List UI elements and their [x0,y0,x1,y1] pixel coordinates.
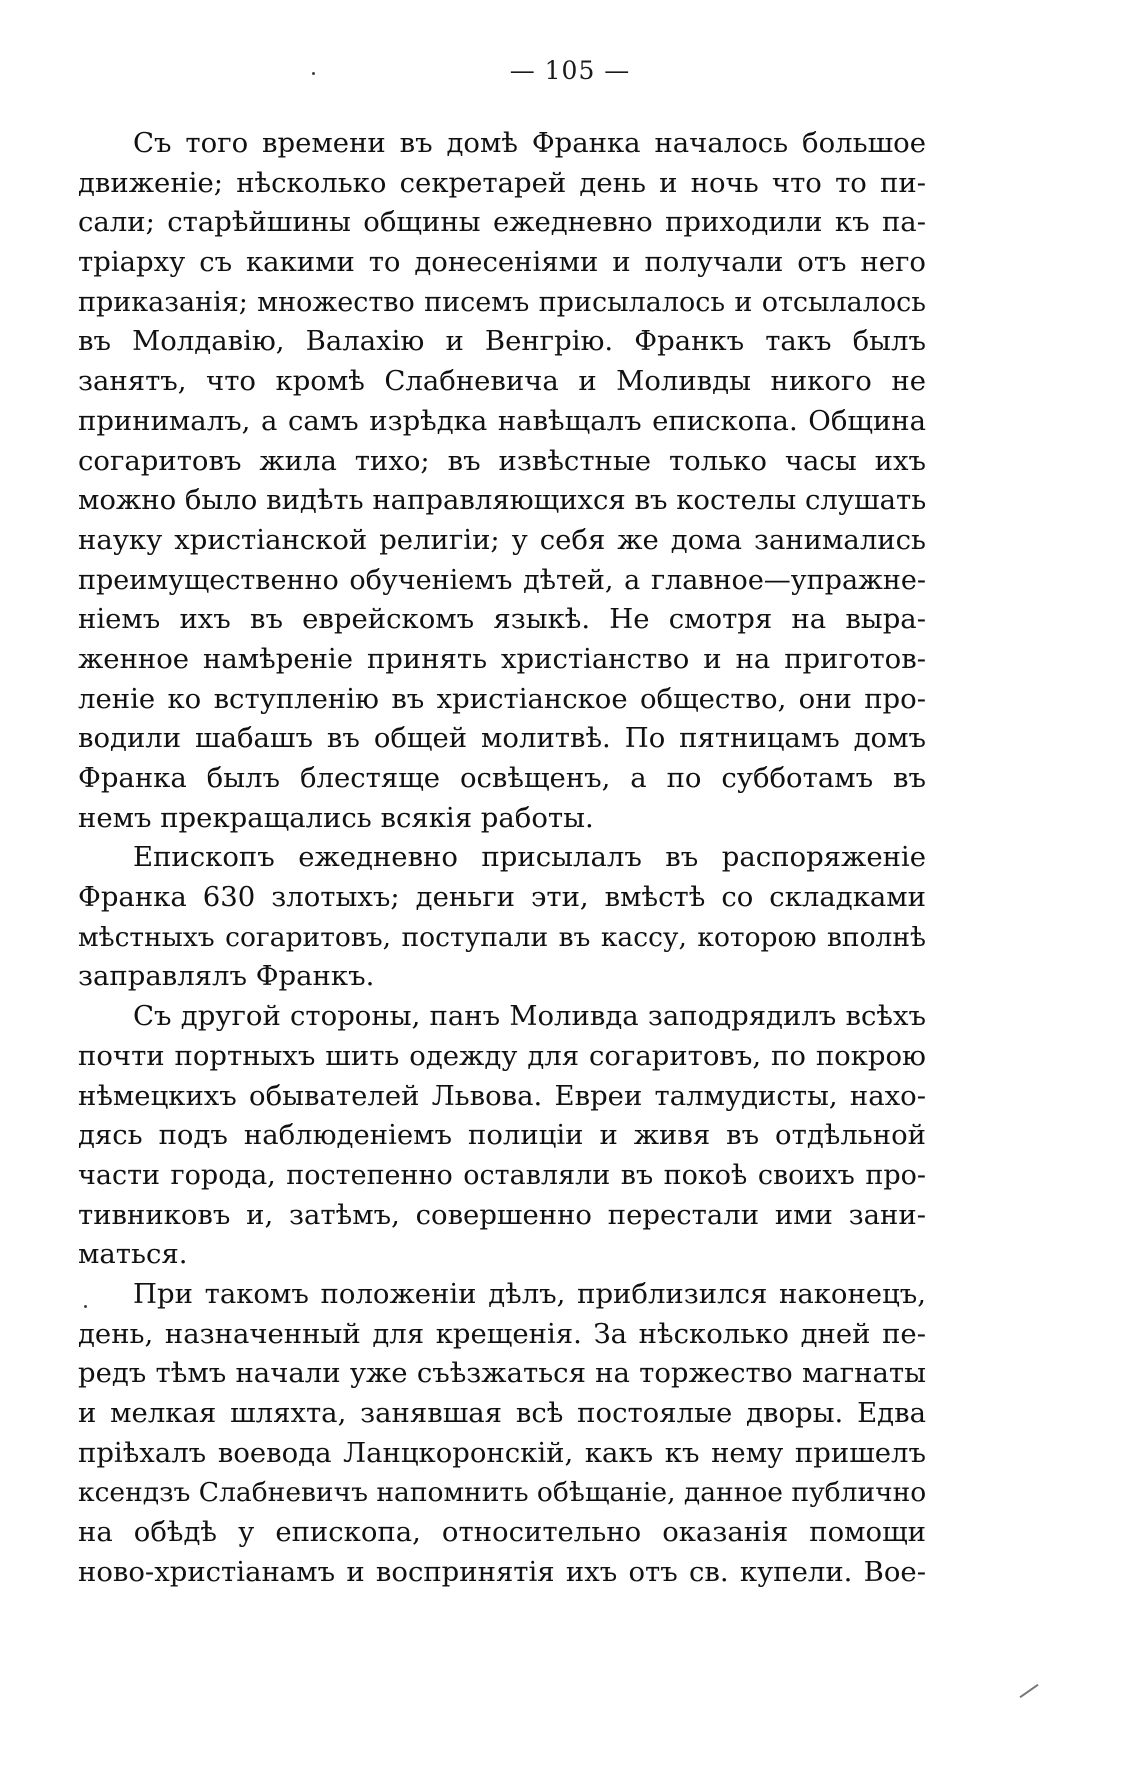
text-line: Франка былъ блестяще освѣщенъ, а по субботамъ въ [78,762,926,794]
text-line: заправлялъ Франкъ. [78,960,375,993]
body-text [78,124,926,1592]
text-line: день, назначенный для крещенія. За нѣсколько дней пе- [78,1317,926,1350]
text-line: занятъ, что кромѣ Слабневича и Моливды никого не [78,365,926,398]
text-line: тивниковъ и, затѣмъ, совершенно перестали ими зани- [78,1198,926,1231]
text-line: Епископъ ежедневно присылалъ въ распоряженіе [133,841,926,874]
text-line: преимущественно обученіемъ дѣтей, а главное—упражне- [78,564,926,596]
text-line: ніемъ ихъ въ еврейскомъ языкѣ. Не смотря на выра- [78,603,926,636]
text-line: и мелкая шляхта, занявшая всѣ постоялые дворы. Едва [78,1397,926,1429]
text-line: Съ того времени въ домѣ Франка началось большое [133,127,926,159]
text-line: пріѣхалъ воевода Ланцкоронскій, какъ къ нему пришелъ [78,1436,926,1469]
text-line: тріарху съ какими то донесеніями и получали отъ него [78,246,926,279]
text-line: дясь подъ наблюденіемъ полиціи и живя въ отдѣльной [78,1119,926,1152]
text-line: сали; старѣйшины общины ежедневно приходили къ па- [78,206,926,239]
text-line: части города, постепенно оставляли въ покоѣ своихъ про- [78,1159,926,1191]
text-line: на обѣдѣ у епископа, относительно оказанія помощи [78,1516,926,1549]
text-line: въ Молдавію, Валахію и Венгрію. Франкъ такъ былъ [78,325,926,358]
text-line: мѣстныхъ согаритовъ, поступали въ кассу, которою вполнѣ [78,921,926,953]
margin-mark [1019,1684,1038,1698]
text-line: ново-христіанамъ и воспринятія ихъ отъ св. купели. Вое- [78,1555,926,1588]
text-line: маться. [78,1238,188,1271]
text-line: нѣмецкихъ обывателей Львова. Евреи талмудисты, нахо- [78,1079,926,1112]
text-line: согаритовъ жила тихо; въ извѣстные только часы ихъ [78,444,926,477]
text-line: При такомъ положеніи дѣлъ, приблизился наконецъ, [133,1277,926,1310]
text-line: водили шабашъ въ общей молитвѣ. По пятницамъ домъ [78,722,926,755]
text-line: немъ прекращались всякія работы. [78,801,594,834]
text-line: приказанія; множество писемъ присылалось и отсылалось [78,286,926,318]
text-line: движеніе; нѣсколько секретарей день и ночь что то пи- [78,166,926,199]
text-line: почти портныхъ шить одежду для согаритовъ, по покрою [78,1039,926,1072]
page-number: — 105 — [509,56,631,85]
text-line: леніе ко вступленію въ христіанское общество, они про- [78,682,926,715]
text-line: редъ тѣмъ начали уже съѣзжаться на торжество магнаты [78,1357,926,1390]
ink-speck [312,72,315,75]
text-line: можно было видѣть направляющихся въ костелы слушать [78,484,926,517]
text-line: Франка 630 злотыхъ; деньги эти, вмѣстѣ со складками [78,881,926,914]
text-line: принималъ, а самъ изрѣдка навѣщалъ епископа. Община [78,404,926,437]
text-line: женное намѣреніе принять христіанство и на приготов- [78,642,926,675]
text-line: науку христіанской религіи; у себя же дома занимались [78,523,926,556]
text-line: Съ другой стороны, панъ Моливда заподрядилъ всѣхъ [133,1000,926,1033]
text-line: ксендзъ Слабневичъ напомнить обѣщаніе, данное публично [78,1477,926,1509]
ink-speck [84,1305,87,1308]
